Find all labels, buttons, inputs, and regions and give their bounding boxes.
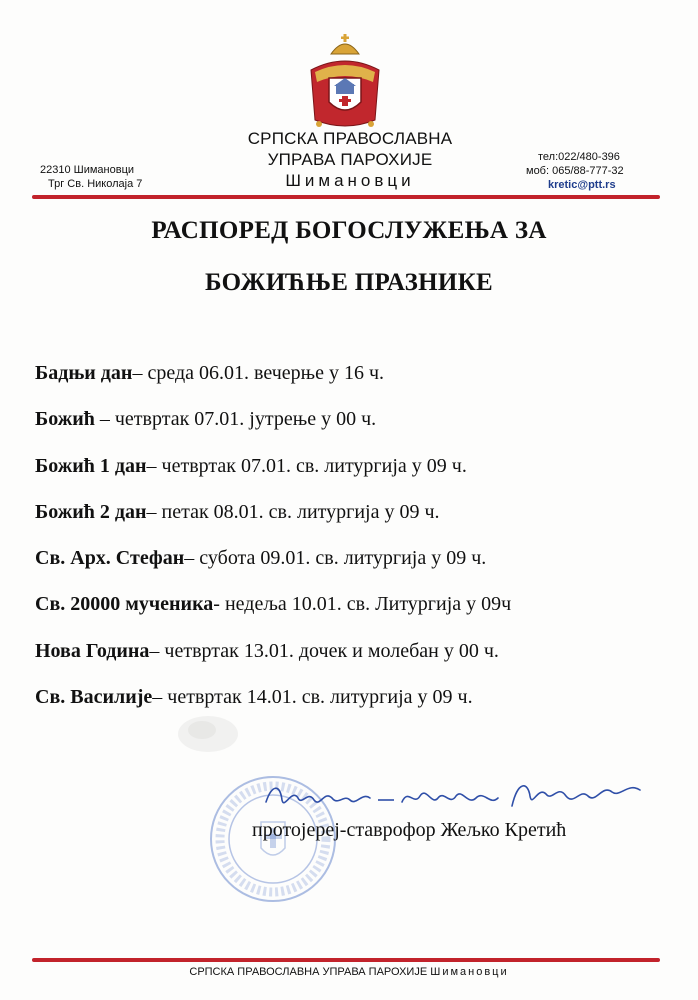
address-line-2: Трг Св. Николаја 7 bbox=[48, 178, 143, 190]
footer-organization: СРПСКА ПРАВОСЛАВНА УПРАВА ПАРОХИЈЕ bbox=[189, 966, 431, 978]
service-schedule bbox=[35, 362, 675, 732]
title-line-2: БОЖИЋЊЕ ПРАЗНИКЕ bbox=[205, 269, 493, 296]
handwritten-signature bbox=[262, 776, 652, 820]
feast-name: Бадњи дан bbox=[35, 362, 133, 384]
feast-name: Божић bbox=[35, 408, 95, 431]
header-divider bbox=[32, 195, 660, 199]
schedule-row bbox=[35, 455, 675, 501]
feast-name: Нова Година bbox=[35, 639, 150, 662]
header-contacts bbox=[526, 150, 624, 192]
feast-name: Божић 1 дан bbox=[35, 454, 147, 477]
schedule-row bbox=[35, 408, 675, 454]
phone-number: тел:022/480-396 bbox=[538, 151, 620, 163]
schedule-row bbox=[35, 686, 675, 732]
service-details: – четвртак 07.01. јутрење у 00 ч. bbox=[94, 408, 377, 431]
header-address bbox=[40, 163, 142, 191]
service-details: - недеља 10.01. св. Литургија у 09ч bbox=[213, 593, 512, 616]
footer-place: Шимановци bbox=[430, 966, 509, 978]
service-details: – субота 09.01. св. литургија у 09 ч. bbox=[184, 547, 487, 570]
service-details: – четвртак 13.01. дочек и молебан у 00 ч. bbox=[149, 639, 499, 662]
footer bbox=[0, 966, 698, 978]
schedule-row bbox=[35, 593, 675, 639]
feast-name: Св. 20000 мученика bbox=[35, 593, 214, 616]
feast-name: Св. Василије bbox=[35, 686, 153, 709]
address-line-1: 22310 Шимановци bbox=[40, 164, 135, 176]
schedule-row bbox=[35, 501, 675, 547]
title-line-1: РАСПОРЕД БОГОСЛУЖЕЊА ЗА bbox=[151, 217, 547, 244]
service-details: – среда 06.01. вечерње у 16 ч. bbox=[132, 362, 385, 384]
service-details: – четвртак 07.01. св. литургија у 09 ч. bbox=[146, 454, 467, 477]
mobile-number: моб: 065/88-777-32 bbox=[526, 165, 624, 177]
org-place: Шимановци bbox=[285, 171, 415, 190]
org-line-2: УПРАВА ПАРОХИЈЕ bbox=[267, 150, 433, 169]
email-address: kretic@ptt.rs bbox=[548, 179, 616, 191]
schedule-row bbox=[35, 547, 675, 593]
church-coat-of-arms-icon bbox=[305, 32, 385, 132]
signatory-name: протојереј-ставрофор Жељко Кретић bbox=[252, 819, 567, 841]
schedule-row bbox=[35, 640, 675, 686]
org-line-1: СРПСКА ПРАВОСЛАВНА bbox=[247, 129, 453, 148]
header-organization bbox=[200, 128, 500, 192]
feast-name: Божић 2 дан bbox=[35, 500, 147, 523]
schedule-row bbox=[35, 362, 675, 408]
service-details: – четвртак 14.01. св. литургија у 09 ч. bbox=[152, 686, 473, 709]
paper-smudge bbox=[168, 704, 248, 764]
service-details: – петак 08.01. св. литургија у 09 ч. bbox=[146, 500, 440, 523]
footer-divider bbox=[32, 958, 660, 962]
feast-name: Св. Арх. Стефан bbox=[35, 547, 185, 570]
